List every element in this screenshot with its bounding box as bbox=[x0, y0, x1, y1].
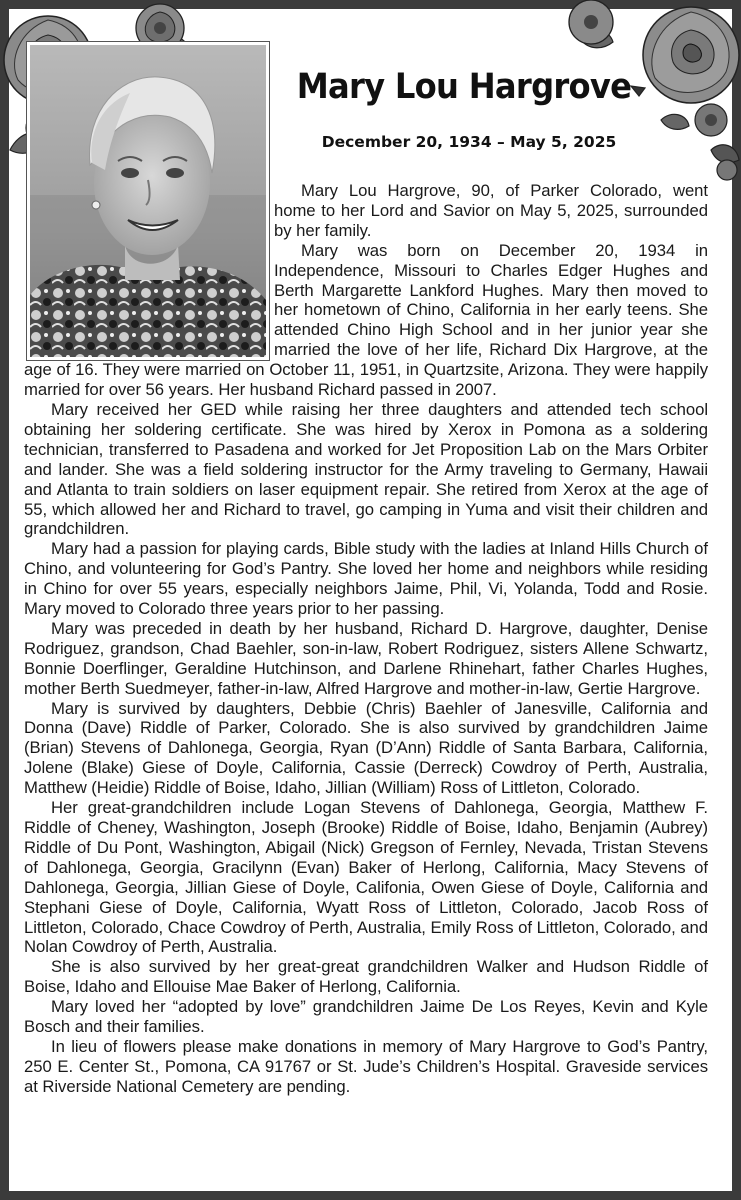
paragraph-intro: Mary Lou Hargrove, 90, of Parker Colorado, went home to her Lord and Savior on May 5, 2025, surrounded by her family. bbox=[274, 181, 708, 240]
paragraph-great-grandchildren: Her great-grandchildren include Logan Stevens of Dahlonega, Georgia, Matthew F. Riddle of Cheney, Washington, Joseph (Brooke) Riddle of Boise, Idaho, Benjamin (Aubrey) Riddle of Du Pont, Washington, Abigail (Nick) Gregson of Fernley, Nevada, Tristan Stevens of Dahlonega, Georgia, Gracilynn (Evan) Baker of Herlong, California, Macy Stevens of Dahlonega, Georgia, Jillian Giese of Doyle, Califonia, Owen Giese of Doyle, California and Stephani Giese of Doyle, California, Wyatt Ross of Littleton, Colorado, Jacob Ross of Littleton, Colorado, Chace Cowdroy of Perth, Australia, Emily Ross of Littleton, Colorado, and Nolan Cowdroy of Perth, Australia. bbox=[24, 798, 708, 957]
paragraph-great-great-grandchildren: She is also survived by her great-great grandchildren Walker and Hudson Riddle of Boise, Idaho and Ellouise Mae Baker of Herlong, California. bbox=[24, 957, 708, 997]
paragraph-adopted: Mary loved her “adopted by love” grandchildren Jaime De Los Reyes, Kevin and Kyle Bosch and their families. bbox=[24, 997, 708, 1037]
photo-wrap-spacer bbox=[24, 181, 274, 351]
obituary-body bbox=[24, 181, 708, 1097]
paragraph-early-life: Mary was born on December 20, 1934 in Independence, Missouri to Charles Edger Hughes and Berth Margarette Lankford Hughes. Mary then moved to her hometown of Chino, California in her early teens. She attended Chino High School and in her junior year she married the love of her life, Richard Dix Hargrove, at the age of 16. They were married on October 11, 1951, in Quartzsite, Arizona. They were happily married for over 56 years. Her husband Richard passed in 2007. bbox=[24, 240, 708, 400]
life-dates: December 20, 1934 – May 5, 2025 bbox=[321, 133, 617, 151]
paragraph-career: Mary received her GED while raising her three daughters and attended tech school obtaining her soldering certificate. She was hired by Xerox in Pomona as a soldering technician, transferred to Pasadena and worked for Jet Proposition Lab on the Mars Orbiter and lander. She was a field soldering instructor for the Army traveling to Germany, Hawaii and Atlanta to train soldiers on laser equipment repair. She retired from Xerox at the age of 55, which allowed her and Richard to travel, go camping in Yuma and visit their children and grandchildren. bbox=[24, 399, 708, 539]
paragraph-passions: Mary had a passion for playing cards, Bible study with the ladies at Inland Hills Church of Chino, and volunteering for God’s Pantry. She loved her home and neighbors while residing in Chino for over 55 years, especially neighbors Jaime, Phil, Vi, Yolanda, Todd and Rosie. Mary moved to Colorado three years prior to her passing. bbox=[24, 539, 708, 619]
obituary-card bbox=[9, 9, 732, 1191]
deceased-name: Mary Lou Hargrove bbox=[296, 67, 632, 107]
rose-small-icon bbox=[569, 0, 613, 44]
paragraph-donations: In lieu of flowers please make donations in memory of Mary Hargrove to God’s Pantry, 250 E. Center St., Pomona, CA 91767 or St. Jude’s Children’s Hospital. Graveside services at Riverside National Cemetery are pending. bbox=[24, 1036, 708, 1096]
rose-bud-icon bbox=[695, 104, 737, 180]
paragraph-preceded: Mary was preceded in death by her husband, Richard D. Hargrove, daughter, Denise Rodriguez, grandson, Chad Baehler, son-in-law, Robert Rodriguez, sisters Allene Schwartz, Bonnie Doerflinger, Geraldine Hutchinson, and Darlene Rhinehart, father Charles Hughes, mother Berth Suedmeyer, father-in-law, Alfred Hargrove and mother-in-law, Gertie Hargrove. bbox=[24, 618, 708, 698]
rose-large-icon bbox=[643, 7, 739, 103]
paragraph-survived: Mary is survived by daughters, Debbie (Chris) Baehler of Janesville, California and Donna (Dave) Riddle of Parker, Colorado. She is also survived by grandchildren Jaime (Brian) Stevens of Dahlonega, Georgia, Ryan (D’Ann) Riddle of Santa Barbara, California, Jolene (Blake) Giese of Doyle, California, Cassie (Derreck) Cowdroy of Perth, Australia, Matthew (Heidie) Riddle of Boise, Idaho, Jillian (William) Ross of Littleton, Colorado. bbox=[24, 698, 708, 798]
